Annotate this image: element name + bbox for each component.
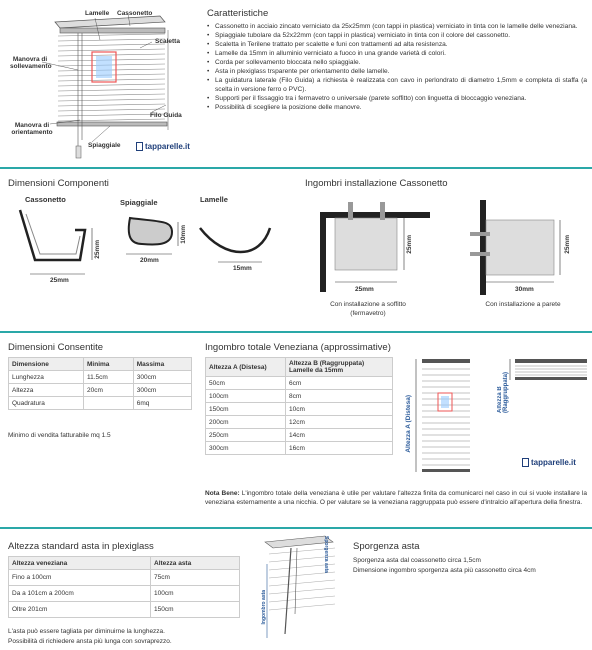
feature-item: • La guidatura laterale (Filo Guida) a richiesta è realizzata con cavo in perlondrato di diametro 1,5mm e completa di staffa (a scelta in versione ferro o PVC). [207, 76, 587, 94]
label-manovra-orientamento: Manovra di orientamento [11, 122, 53, 136]
feature-item: • Supporti per il fissaggio tra i fermavetro o universale (parete soffitto) con linguetta di bloccaggio veneziana. [207, 94, 587, 103]
table-header-row [9, 557, 240, 570]
brand-logo: tapparelle.it [522, 458, 576, 467]
table-cell: 150cm [151, 602, 240, 618]
table-row [206, 403, 393, 416]
parete-width: 30mm [515, 286, 534, 293]
label-spiaggiale-comp: Spiaggiale [120, 198, 158, 207]
table-header: Altezza B (Raggruppata) Lamelle da 15mm [286, 358, 393, 377]
table-row [206, 442, 393, 455]
table-cell: 75cm [151, 570, 240, 586]
section-divider [0, 527, 592, 529]
asta-diagram [255, 534, 345, 648]
label-scaletta: Scaletta [155, 38, 180, 45]
table-header-row [206, 358, 393, 377]
table-row [206, 390, 393, 403]
feature-item: • Cassonetto in acciaio zincato verniciato da 25x25mm (con tappi in plastica) verniciato in tinta con le lamelle delle veneziana. [207, 22, 587, 31]
table-header-row [9, 358, 192, 371]
components-diagram [0, 190, 300, 300]
cassonetto-height: 25mm [94, 240, 101, 259]
table-cell: 6mq [133, 397, 191, 410]
table-cell: 300cm [133, 384, 191, 397]
caption-soffitto: Con installazione a soffitto (fermavetro) [330, 301, 406, 317]
table-cell: Quadratura [9, 397, 84, 410]
logo-icon [136, 142, 143, 151]
section-title-sporgenza: Sporgenza asta [353, 541, 420, 552]
label-lamelle-comp: Lamelle [200, 195, 228, 204]
cassonetto-width: 25mm [50, 277, 69, 284]
section-title-asta: Altezza standard asta in plexiglass [8, 541, 154, 552]
table-row [9, 570, 240, 586]
parete-height: 25mm [564, 235, 571, 254]
asta-diagram-label1: Sporgenza asta [323, 536, 329, 573]
table-row [206, 377, 393, 390]
table-cell: 100cm [151, 586, 240, 602]
table-cell: Fino a 100cm [9, 570, 151, 586]
ingombro-table [205, 357, 393, 455]
section-title-caratteristiche: Caratteristiche [207, 8, 269, 19]
table-cell: Altezza [9, 384, 84, 397]
nota-label: Nota Bene: [205, 490, 240, 497]
table-header: Altezza A (Distesa) [206, 358, 286, 377]
label-filo-guida: Filo Guida [150, 112, 182, 119]
table-row [206, 429, 393, 442]
soffitto-height: 25mm [406, 235, 413, 254]
table-row [9, 397, 192, 410]
table-cell: 150cm [206, 403, 286, 416]
table-row [9, 602, 240, 618]
nota-bene [205, 489, 587, 507]
section-divider [0, 167, 592, 169]
table-cell: 6cm [286, 377, 393, 390]
table-cell: 100cm [206, 390, 286, 403]
table-cell: 10cm [286, 403, 393, 416]
logo-icon [522, 458, 529, 467]
label-lamelle: Lamelle [85, 10, 110, 17]
section-divider [0, 331, 592, 333]
section-title-componenti: Dimensioni Componenti [8, 178, 109, 189]
spiaggiale-width: 20mm [140, 257, 159, 264]
sporgenza-line-2: Dimensione ingombro sporgenza asta più cassonetto circa 4cm [353, 567, 536, 574]
table-header: Minima [84, 358, 134, 371]
table-cell: 20cm [84, 384, 134, 397]
table-row [9, 384, 192, 397]
table-cell [84, 397, 134, 410]
feature-item: • Lamelle da 15mm in alluminio verniciato a fuoco in una grande varietà di colori. [207, 49, 587, 58]
table-cell: 16cm [286, 442, 393, 455]
table-cell: Lunghezza [9, 371, 84, 384]
altezza-b-label: Altezza B (Raggruppata) [497, 372, 509, 413]
table-cell: 12cm [286, 416, 393, 429]
section-title-ingombri: Ingombri installazione Cassonetto [305, 178, 448, 189]
table-header: Altezza veneziana [9, 557, 151, 570]
table-row [206, 416, 393, 429]
table-row [9, 586, 240, 602]
altezza-a-label: Altezza A (Distesa) [405, 395, 412, 453]
asta-note-1: L'asta può essere tagliata per diminuirne la lunghezza. [8, 628, 165, 635]
table-cell: 11.5cm [84, 371, 134, 384]
table-cell: 300cm [133, 371, 191, 384]
feature-item: • Corda per sollevamento bloccata nello spiaggiale. [207, 58, 587, 67]
table-cell: 50cm [206, 377, 286, 390]
asta-table [8, 556, 240, 618]
table-cell: 14cm [286, 429, 393, 442]
install-diagrams [300, 190, 592, 300]
asta-diagram-label2: Ingombro asta [261, 590, 267, 625]
table-header: Massima [133, 358, 191, 371]
label-cassonetto-comp: Cassonetto [25, 195, 66, 204]
table-cell: 250cm [206, 429, 286, 442]
table-header: Altezza asta [151, 557, 240, 570]
feature-item: • Possibilità di scegliere la posizione delle manovre. [207, 103, 587, 112]
table-header: Dimensione [9, 358, 84, 371]
label-manovra-sollevamento: Manovra di sollevamento [10, 56, 52, 70]
brand-logo: tapparelle.it [136, 142, 190, 151]
section-title-ingombro: Ingombro totale Veneziana (approssimative) [205, 342, 391, 353]
minimo-note: Minimo di vendita fatturabile mq 1.5 [8, 432, 111, 439]
spiaggiale-height: 10mm [180, 225, 187, 244]
label-spiaggiale: Spiaggiale [88, 142, 121, 149]
feature-item: • Spiaggiale tubolare da 52x22mm (con tappi in plastica) verniciato in tinta con il colore del cassonetto. [207, 31, 587, 40]
blind-diagram [0, 0, 200, 165]
feature-item: • Scaletta in Terilene trattato per scalette e funi con trattamenti ad alta resistenza. [207, 40, 587, 49]
label-cassonetto: Cassonetto [117, 10, 153, 17]
lamelle-width: 15mm [233, 265, 252, 272]
features-list [207, 22, 587, 112]
caption-parete: Con installazione a parete [485, 301, 561, 308]
table-row [9, 371, 192, 384]
soffitto-width: 25mm [355, 286, 374, 293]
asta-note-2: Possibilità di richiedere ansta più lunga con sovraprezzo. [8, 638, 172, 645]
table-cell: Da a 101cm a 200cm [9, 586, 151, 602]
section-title-consentite: Dimensioni Consentite [8, 342, 104, 353]
nota-text: L'ingombro totale della veneziana è utile per valutare l'altezza finita da comunicarci nel caso in cui si vuole installare la veneziana esternamente a una nicchia. O per valutare se la veneziana raggruppata può essere d'intralcio all'apertura della finestra. [205, 490, 587, 506]
feature-item: • Asta in plexiglass trsparente per orientamento delle lamelle. [207, 67, 587, 76]
table-cell: 200cm [206, 416, 286, 429]
sporgenza-line-1: Sporgenza asta dal coassonetto circa 1,5cm [353, 557, 481, 564]
consentite-table [8, 357, 192, 410]
table-cell: 300cm [206, 442, 286, 455]
table-cell: 8cm [286, 390, 393, 403]
table-cell: Oltre 201cm [9, 602, 151, 618]
